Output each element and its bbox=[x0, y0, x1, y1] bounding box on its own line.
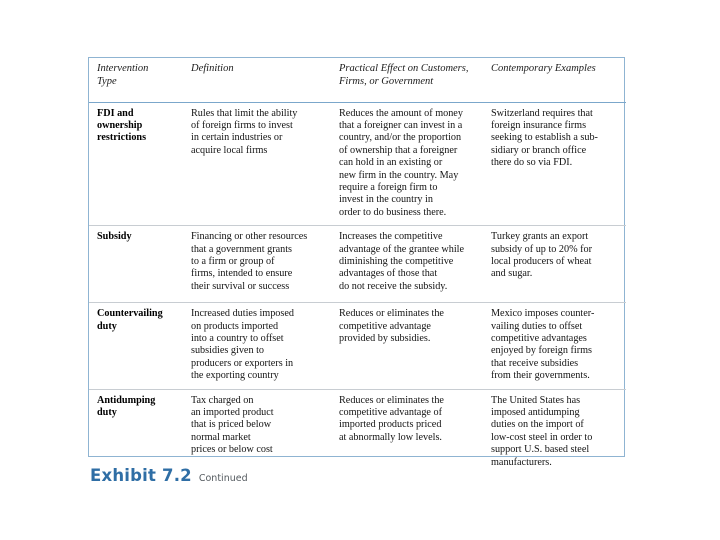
table-row bbox=[89, 303, 626, 389]
text-line: an imported product bbox=[191, 407, 274, 418]
column-header-line-2: Contemporary Examples bbox=[491, 63, 596, 74]
column-header-intervention-type bbox=[89, 58, 183, 102]
text-line: that a government grants bbox=[191, 243, 292, 255]
text-line: new firm in the country. May bbox=[339, 169, 459, 181]
text-line: firms, intended to ensure bbox=[191, 268, 293, 280]
text-line: Tax charged on bbox=[191, 394, 254, 406]
column-header-practical-effect bbox=[331, 58, 483, 102]
text-line: advantage of the grantee while bbox=[339, 243, 465, 255]
column-header-line-1: Practical Effect on Customers, bbox=[339, 63, 469, 74]
text-line: support U.S. based steel bbox=[491, 444, 590, 456]
column-header-line-2: Definition bbox=[191, 63, 234, 74]
cell-definition bbox=[183, 303, 331, 389]
text-line: provided by subsidies. bbox=[339, 332, 431, 344]
text-line: Increased duties imposed bbox=[191, 308, 294, 320]
text-line: Switzerland requires that bbox=[491, 107, 593, 119]
text-line: Turkey grants an export bbox=[491, 231, 589, 243]
text-line: diminishing the competitive bbox=[339, 255, 454, 267]
text-line: require a foreign firm to bbox=[339, 181, 438, 193]
text-line: vailing duties to offset bbox=[491, 320, 583, 332]
text-line: into a country to offset bbox=[191, 332, 284, 344]
text-line: The United States has bbox=[491, 394, 581, 406]
text-line: subsidies given to bbox=[191, 345, 265, 357]
text-line: enjoyed by foreign firms bbox=[491, 345, 592, 357]
cell-practical-effect bbox=[331, 303, 483, 389]
text-line: Countervailing bbox=[97, 308, 163, 320]
exhibit-continued-note: Continued bbox=[198, 473, 248, 484]
cell-definition bbox=[183, 226, 331, 303]
table-body bbox=[89, 102, 626, 484]
text-line: competitive advantage of bbox=[339, 407, 442, 418]
text-line: subsidy of up to 20% for bbox=[491, 243, 593, 255]
column-header-line-1: Intervention bbox=[97, 63, 149, 74]
text-line: imposed antidumping bbox=[491, 407, 580, 418]
cell-contemporary-examples bbox=[483, 303, 626, 389]
text-line: Reduces or eliminates the bbox=[339, 308, 444, 320]
text-line: on products imported bbox=[191, 320, 279, 332]
text-line: invest in the country in bbox=[339, 194, 433, 206]
cell-contemporary-examples bbox=[483, 226, 626, 303]
text-line: local producers of wheat bbox=[491, 255, 592, 267]
cell-contemporary-examples bbox=[483, 102, 626, 226]
text-line: that a foreigner can invest in a bbox=[339, 119, 463, 131]
intervention-types-table bbox=[89, 58, 626, 484]
column-header-contemporary-examples bbox=[483, 58, 626, 102]
text-line: Increases the competitive bbox=[339, 231, 443, 243]
text-line: country, and/or the proportion bbox=[339, 132, 462, 144]
text-line: Reduces or eliminates the bbox=[339, 394, 444, 406]
text-line: manufacturers. bbox=[491, 456, 552, 468]
text-line: duty bbox=[97, 320, 117, 332]
exhibit-number-label: Exhibit 7.2 bbox=[90, 466, 192, 485]
cell-intervention-type bbox=[89, 226, 183, 303]
text-line: seeking to establish a sub- bbox=[491, 132, 598, 144]
text-line: producers or exporters in bbox=[191, 357, 294, 369]
text-line: advantages of those that bbox=[339, 268, 438, 280]
text-line: competitive advantage bbox=[339, 320, 431, 332]
exhibit-caption bbox=[90, 466, 248, 485]
text-line: from their governments. bbox=[491, 370, 590, 382]
text-line: at abnormally low levels. bbox=[339, 431, 442, 443]
text-line: foreign insurance firms bbox=[491, 119, 587, 131]
text-line: acquire local firms bbox=[191, 144, 268, 156]
text-line: Antidumping bbox=[97, 394, 156, 406]
text-line: there do so via FDI. bbox=[491, 157, 573, 169]
text-line: prices or below cost bbox=[191, 444, 273, 456]
text-line: Subsidy bbox=[97, 231, 132, 243]
text-line: Reduces the amount of money bbox=[339, 107, 463, 119]
text-line: their survival or success bbox=[191, 280, 290, 292]
text-line: ownership bbox=[97, 119, 143, 131]
text-line: imported products priced bbox=[339, 419, 442, 431]
text-line: Mexico imposes counter- bbox=[491, 308, 595, 320]
table-header bbox=[89, 58, 626, 102]
column-header-line-2: Firms, or Government bbox=[339, 75, 434, 87]
table-header-row bbox=[89, 58, 626, 102]
text-line: of ownership that a foreigner bbox=[339, 144, 458, 156]
text-line: Rules that limit the ability bbox=[191, 107, 298, 119]
text-line: duties on the import of bbox=[491, 419, 584, 431]
text-line: order to do business there. bbox=[339, 206, 447, 218]
text-line: to a firm or group of bbox=[191, 255, 275, 267]
text-line: can hold in an existing or bbox=[339, 157, 443, 169]
text-line: low-cost steel in order to bbox=[491, 431, 593, 443]
cell-practical-effect bbox=[331, 226, 483, 303]
table-row bbox=[89, 102, 626, 226]
cell-intervention-type bbox=[89, 102, 183, 226]
table-row bbox=[89, 226, 626, 303]
text-line: Financing or other resources bbox=[191, 231, 308, 243]
text-line: of foreign firms to invest bbox=[191, 119, 293, 131]
cell-intervention-type bbox=[89, 303, 183, 389]
text-line: in certain industries or bbox=[191, 132, 283, 144]
text-line: that is priced below bbox=[191, 419, 272, 431]
text-line: that receive subsidies bbox=[491, 357, 579, 369]
column-header-definition bbox=[183, 58, 331, 102]
text-line: sidiary or branch office bbox=[491, 144, 587, 156]
cell-contemporary-examples bbox=[483, 389, 626, 484]
cell-practical-effect bbox=[331, 389, 483, 484]
cell-practical-effect bbox=[331, 102, 483, 226]
column-header-line-2: Type bbox=[97, 75, 117, 87]
text-line: and sugar. bbox=[491, 268, 533, 280]
text-line: the exporting country bbox=[191, 370, 279, 382]
exhibit-table bbox=[88, 57, 625, 468]
cell-definition bbox=[183, 102, 331, 226]
text-line: restrictions bbox=[97, 132, 147, 144]
text-line: competitive advantages bbox=[491, 332, 587, 344]
text-line: normal market bbox=[191, 431, 251, 443]
text-line: duty bbox=[97, 407, 117, 418]
text-line: FDI and bbox=[97, 107, 134, 119]
text-line: do not receive the subsidy. bbox=[339, 280, 448, 292]
